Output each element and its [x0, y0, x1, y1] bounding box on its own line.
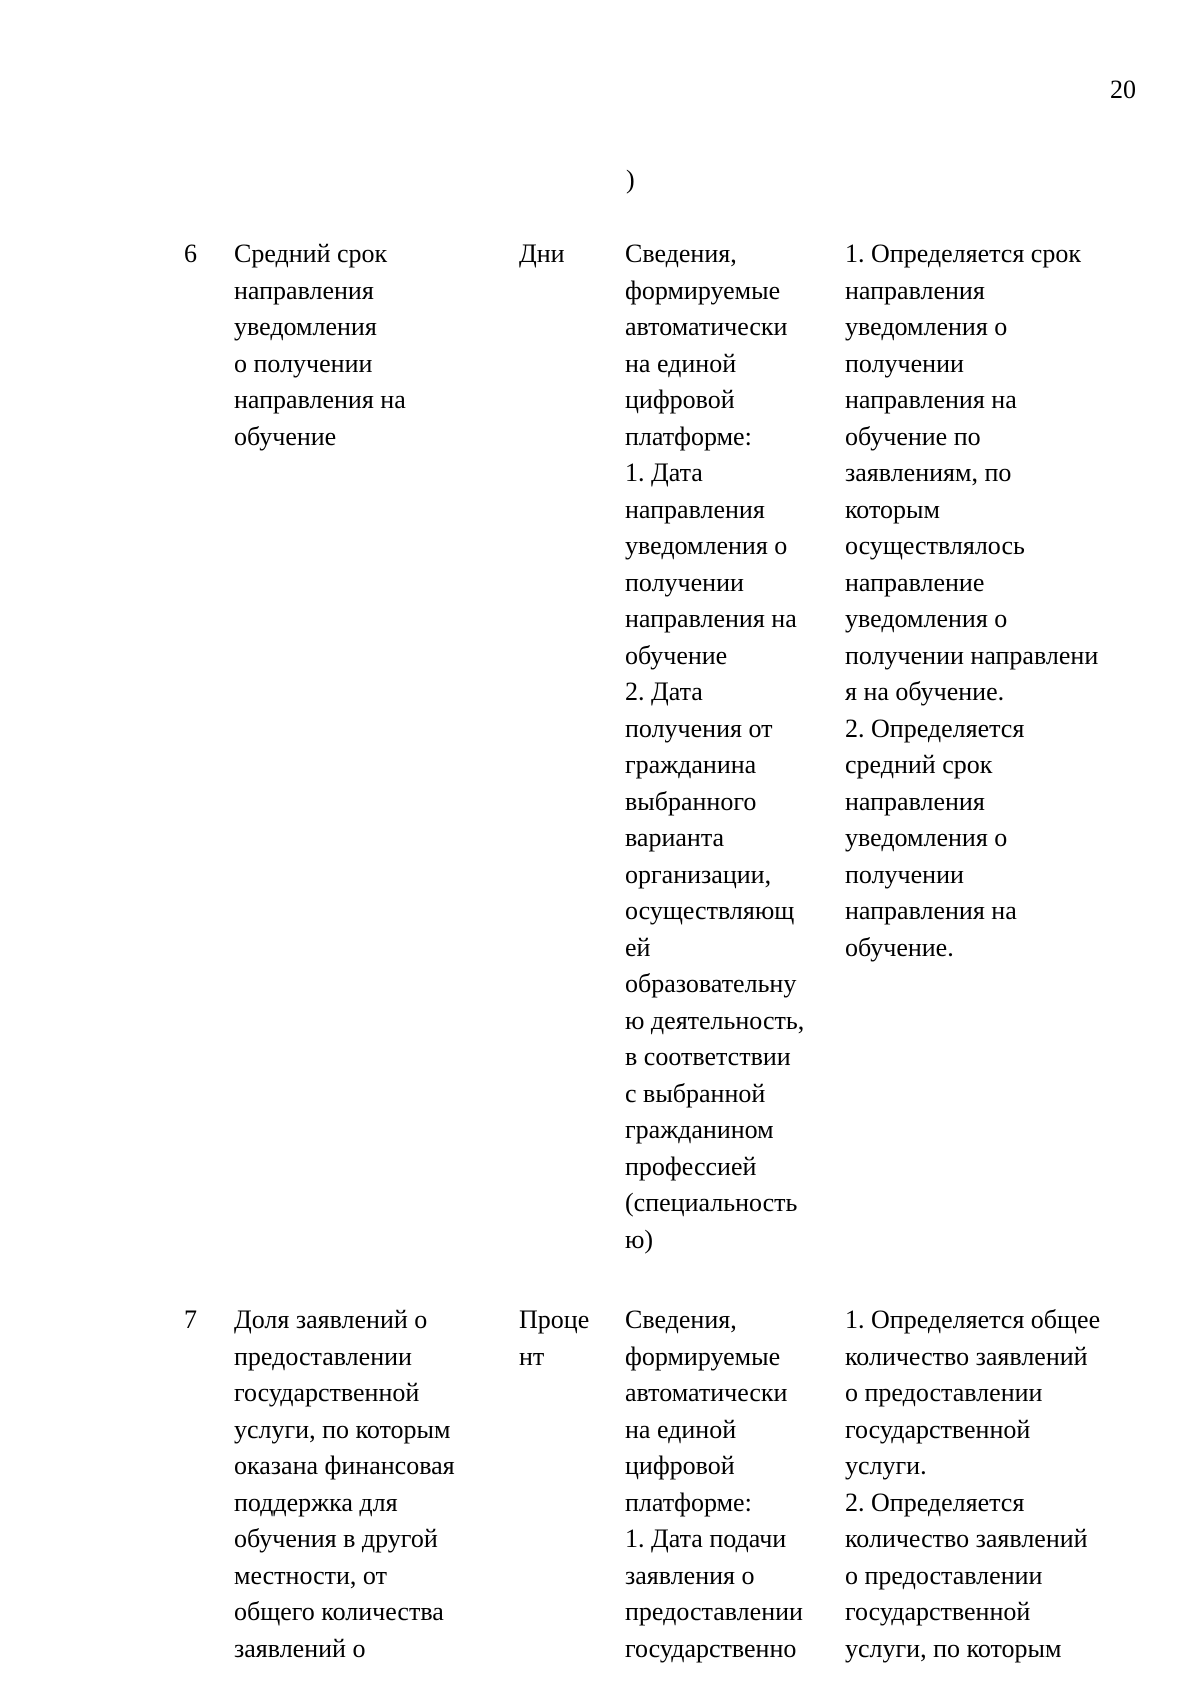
indicator-name: Средний срок направления уведомления о получении направления на обучение — [234, 239, 406, 451]
indicator-name: Доля заявлений о предоставлении государственной услуги, по которым оказана финансовая поддержка для обучения в другой местности, от общего количества заявлений о — [234, 1305, 455, 1663]
row-number: 7 — [184, 1305, 197, 1334]
unit-of-measure: Дни — [519, 239, 565, 268]
row-number: 6 — [184, 239, 197, 268]
page-number: 20 — [1110, 75, 1136, 104]
calculation-method: 1. Определяется общее количество заявлений о предоставлении государственной услуги. 2. Определяется количество заявлений о предоставлении государственной услуги, по которым — [845, 1305, 1101, 1663]
data-source: Сведения, формируемые автоматически на единой цифровой платформе: 1. Дата направления уведомления о получении направления на обучение 2. Дата получения от гражданина выбранного варианта организации, осуществляющ ей образовательну ю деятельность, в соответствии с выбранной гражданином профессией (специальность ю) — [625, 239, 805, 1254]
calculation-method: 1. Определяется срок направления уведомления о получении направления на обучение по заявлениям, по которым осуществлялось направление уведомления о получении направлени я на обучение. 2. Определяется средний срок направления уведомления о получении направления на обучение. — [845, 239, 1099, 962]
table-continuation-paren: ) — [626, 165, 635, 194]
data-source: Сведения, формируемые автоматически на единой цифровой платформе: 1. Дата подачи заявления о предоставлении государственно — [625, 1305, 803, 1663]
unit-of-measure: Проце нт — [519, 1305, 590, 1371]
